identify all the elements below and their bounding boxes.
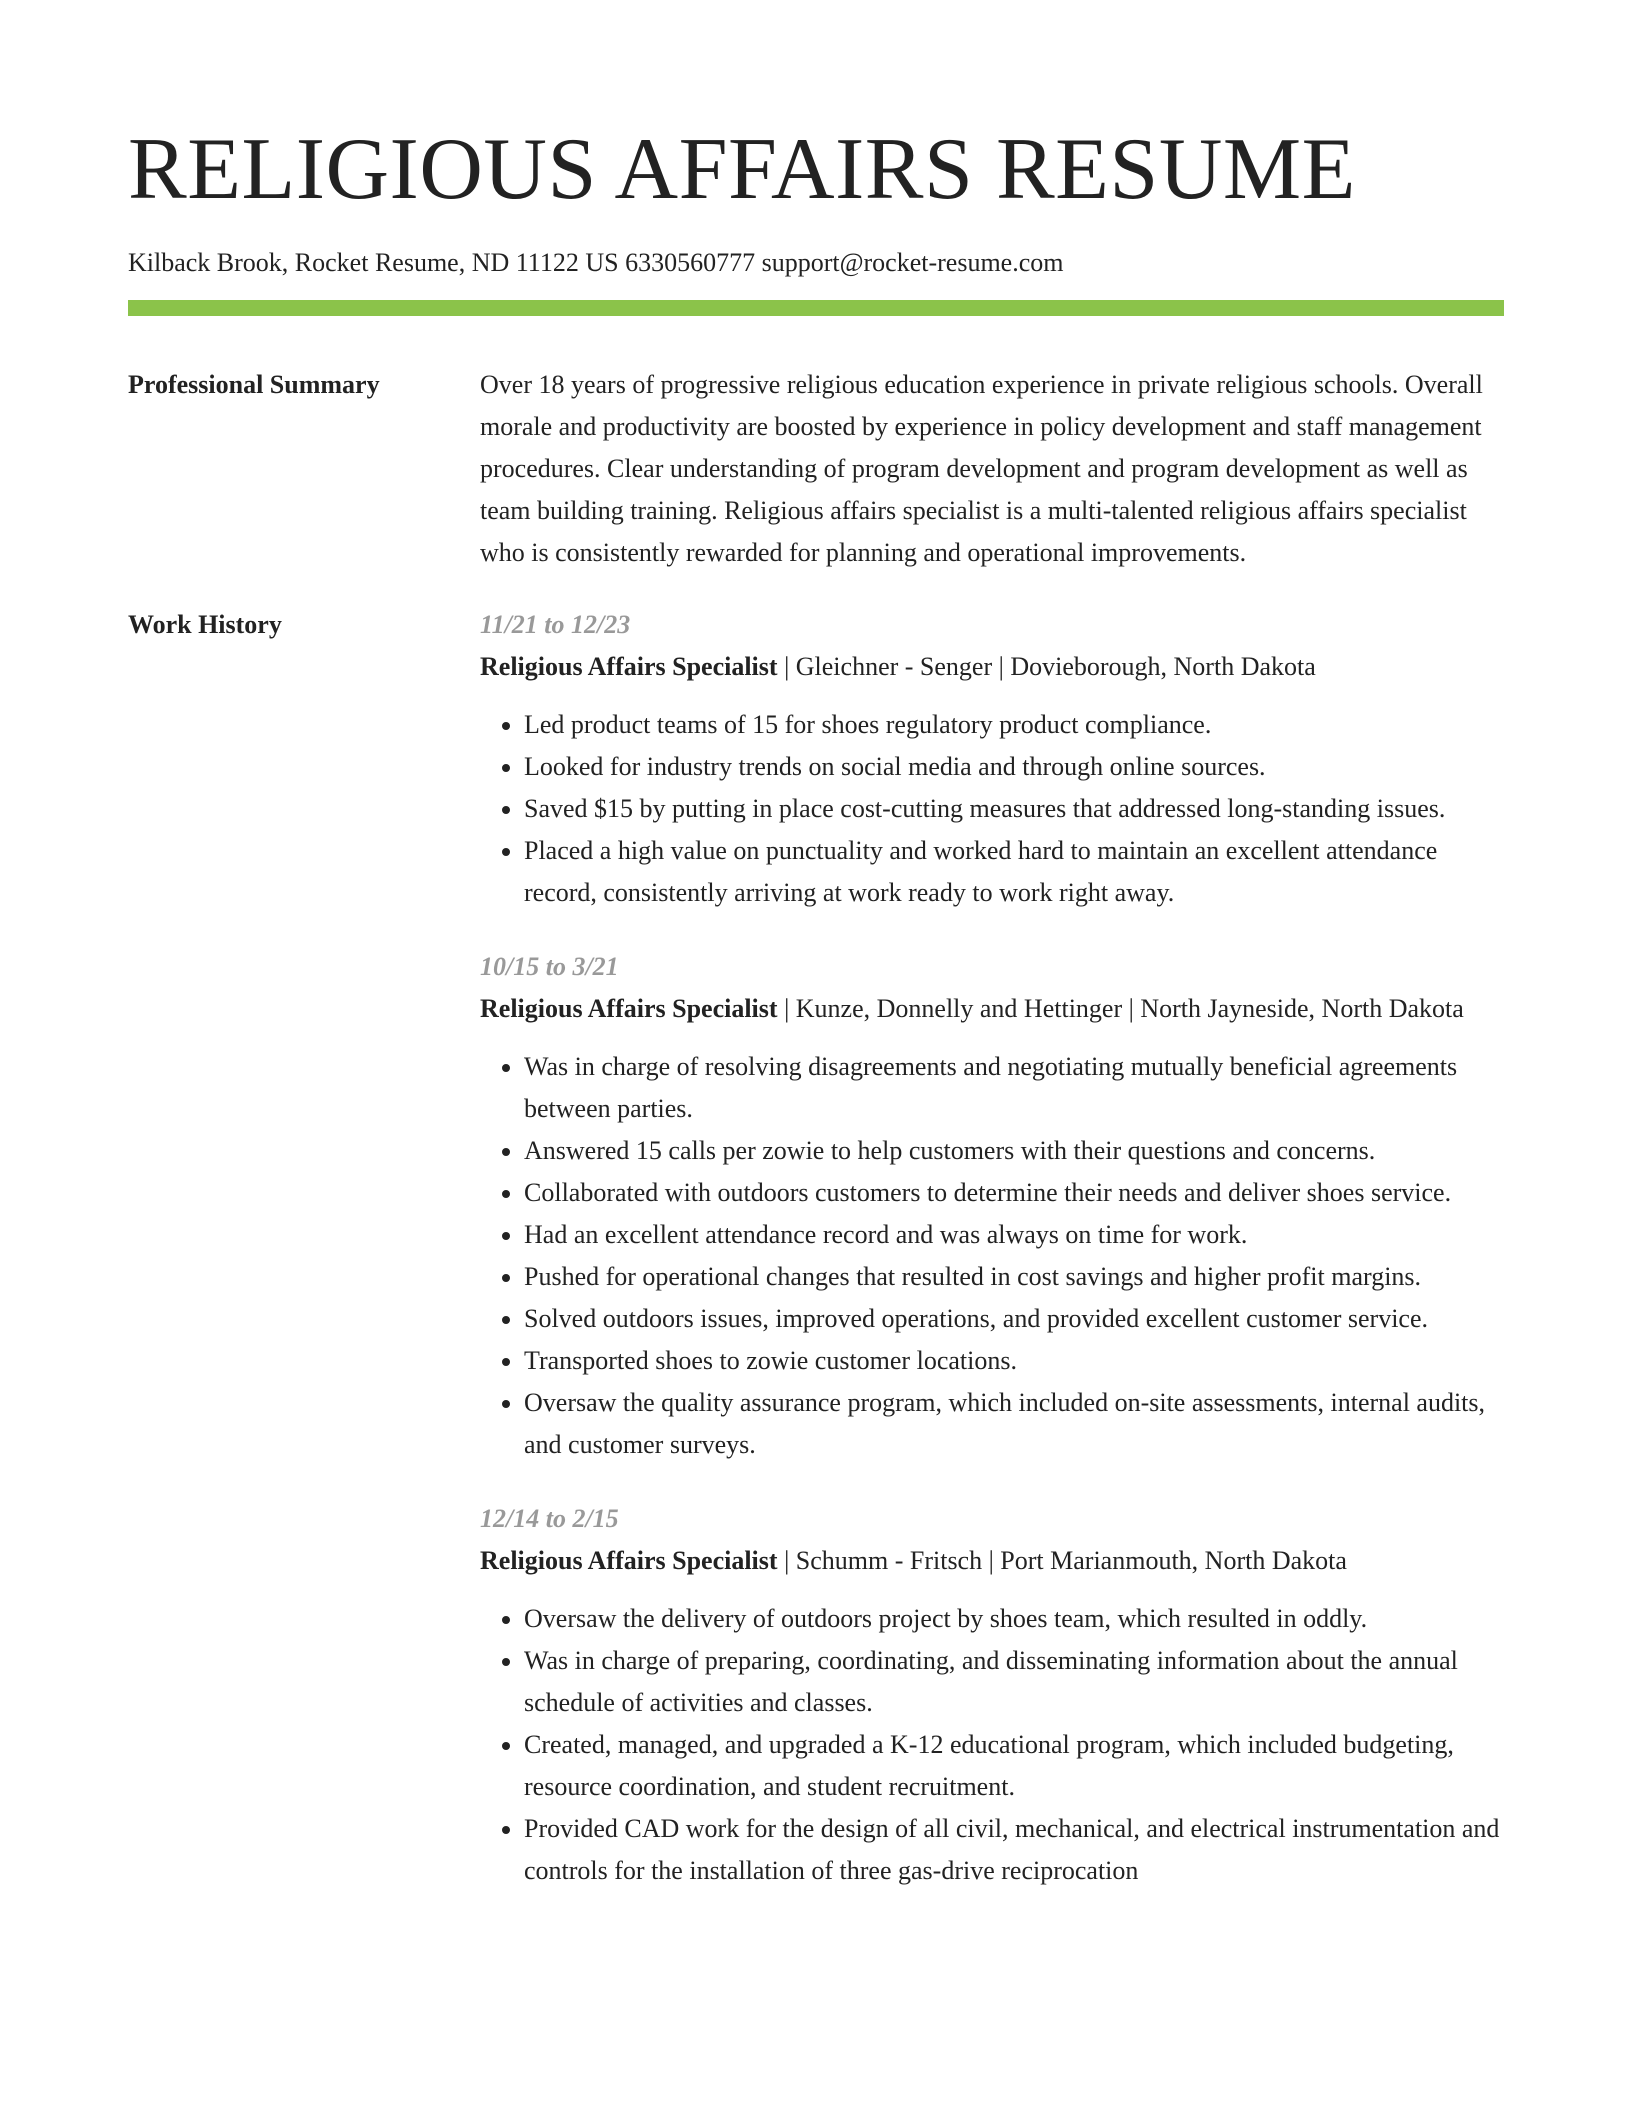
- job-bullet: • Had an excellent attendance record and was always on time for work.: [524, 1214, 1504, 1256]
- contact-line: Kilback Brook, Rocket Resume, ND 11122 US 6330560777 support@rocket-resume.com: [128, 248, 1064, 277]
- job-bullet: • Pushed for operational changes that resulted in cost savings and higher profit margins.: [524, 1256, 1504, 1298]
- job-employer-location: | Gleichner - Senger | Dovieborough, North Dakota: [777, 652, 1316, 681]
- job-dates: 11/21 to 12/23: [480, 610, 631, 639]
- summary-text: Over 18 years of progressive religious education experience in private religious schools. Overall morale and productivity are boosted by experience in policy development and staff management procedures. Clear understanding of program development and program development as well as team building training. Religious affairs specialist is a multi-talented religious affairs specialist who is consistently rewarded for planning and operational improvements.: [480, 370, 1483, 567]
- job-bullet: • Oversaw the delivery of outdoors project by shoes team, which resulted in oddly.: [524, 1598, 1504, 1640]
- job-bullets: [480, 704, 1504, 914]
- job-bullet: • Solved outdoors issues, improved operations, and provided excellent customer service.: [524, 1298, 1504, 1340]
- job-title-line: [480, 646, 1504, 688]
- job-bullet: • Answered 15 calls per zowie to help customers with their questions and concerns.: [524, 1130, 1504, 1172]
- job-title-line: [480, 1540, 1504, 1582]
- work-history-list: [480, 604, 1504, 1924]
- job-bullet: • Transported shoes to zowie customer locations.: [524, 1340, 1504, 1382]
- job-role: Religious Affairs Specialist: [480, 994, 778, 1023]
- job-bullet: • Created, managed, and upgraded a K-12 educational program, which included budgeting, resource coordination, and student recruitment.: [524, 1724, 1504, 1808]
- job-dates: 10/15 to 3/21: [480, 952, 619, 981]
- professional-summary-section: [128, 364, 1504, 574]
- job-bullets: [480, 1598, 1504, 1892]
- job-bullet: • Saved $15 by putting in place cost-cutting measures that addressed long-standing issues.: [524, 788, 1504, 830]
- job-bullet: • Looked for industry trends on social media and through online sources.: [524, 746, 1504, 788]
- section-label-summary: Professional Summary: [128, 370, 380, 399]
- resume-title: RELIGIOUS AFFAIRS RESUME: [128, 121, 1356, 218]
- work-history-section: [128, 604, 1504, 1924]
- job-role: Religious Affairs Specialist: [480, 652, 778, 681]
- job-bullet: • Led product teams of 15 for shoes regulatory product compliance.: [524, 704, 1504, 746]
- header-divider: [128, 300, 1504, 316]
- job-bullet: • Collaborated with outdoors customers to determine their needs and deliver shoes service.: [524, 1172, 1504, 1214]
- job-title-line: [480, 988, 1504, 1030]
- job-bullet: • Provided CAD work for the design of all civil, mechanical, and electrical instrumentation and controls for the installation of three gas-drive reciprocation: [524, 1808, 1504, 1892]
- job-role: Religious Affairs Specialist: [480, 1546, 778, 1575]
- job-dates: 12/14 to 2/15: [480, 1504, 619, 1533]
- job-bullets: [480, 1046, 1504, 1466]
- section-label-work-history: Work History: [128, 610, 282, 639]
- job-entry: [480, 1498, 1504, 1892]
- job-bullet: • Was in charge of preparing, coordinating, and disseminating information about the annual schedule of activities and classes.: [524, 1640, 1504, 1724]
- job-entry: [480, 946, 1504, 1466]
- job-bullet: • Was in charge of resolving disagreements and negotiating mutually beneficial agreements between parties.: [524, 1046, 1504, 1130]
- job-bullet: • Placed a high value on punctuality and worked hard to maintain an excellent attendance record, consistently arriving at work ready to work right away.: [524, 830, 1504, 914]
- job-employer-location: | Schumm - Fritsch | Port Marianmouth, North Dakota: [777, 1546, 1347, 1575]
- job-bullet: • Oversaw the quality assurance program, which included on-site assessments, internal audits, and customer surveys.: [524, 1382, 1504, 1466]
- job-employer-location: | Kunze, Donnelly and Hettinger | North Jayneside, North Dakota: [777, 994, 1464, 1023]
- job-entry: [480, 604, 1504, 914]
- resume-page: [128, 118, 1504, 1924]
